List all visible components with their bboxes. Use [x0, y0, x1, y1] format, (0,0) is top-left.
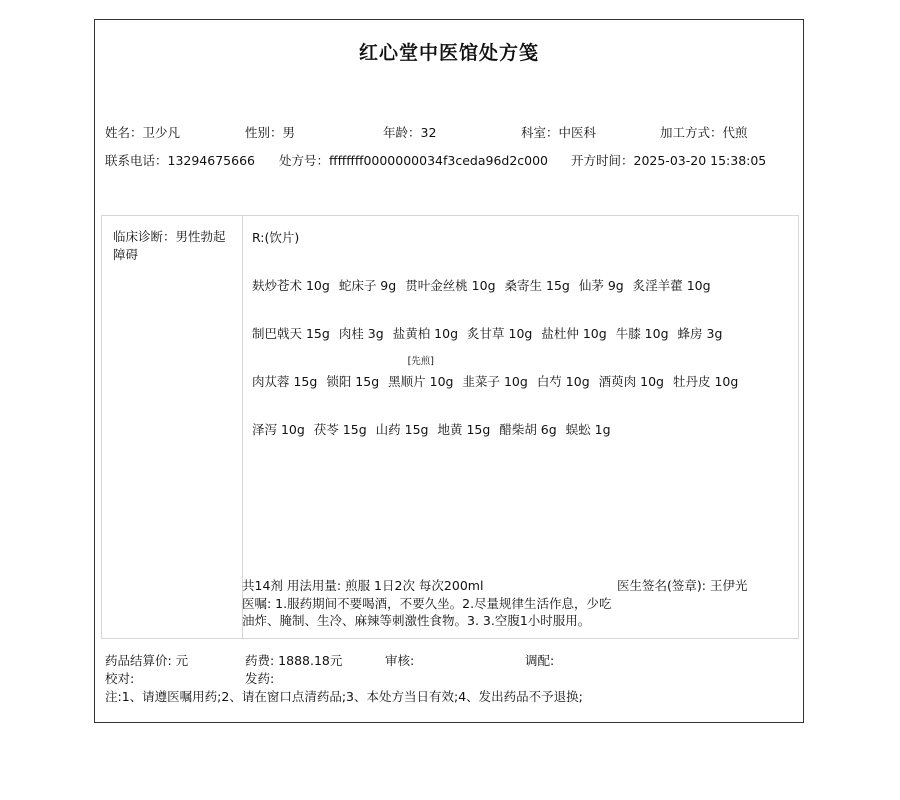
herb-item: 炙淫羊藿 10g [632, 278, 711, 293]
herb-item: 麸炒苍术 10g [252, 278, 330, 293]
herb-item: 地黄 15g [437, 422, 491, 437]
herb-item-label: 黑顺片 10g [388, 374, 454, 389]
contact-phone: 联系电话：13294675666 [105, 153, 255, 168]
issue-field: 发药: [245, 671, 275, 686]
herb-item: 制巴戟天 15g [252, 326, 330, 341]
herb-item: 醋柴胡 6g [499, 422, 557, 437]
patient-name: 姓名：卫少凡 [105, 125, 181, 140]
herb-item: 盐杜仲 10g [541, 326, 607, 341]
prescription-body [101, 215, 799, 639]
herb-row [252, 420, 620, 438]
herb-item: 白芍 10g [536, 374, 590, 389]
herb-item: 蜂房 3g [677, 326, 723, 341]
page-title: 红心堂中医馆处方笺 [358, 42, 539, 64]
prescription-time: 开方时间：2025-03-20 15:38:05 [571, 153, 767, 168]
herb-item: 锁阳 15g [326, 374, 380, 389]
herb-item: 泽泻 10g [252, 422, 305, 437]
rx-label: R:(饮片) [252, 230, 300, 245]
prescription-sheet [94, 19, 804, 723]
herb-row [252, 324, 731, 342]
herb-item: 茯苓 15g [313, 422, 367, 437]
processing-method: 加工方式：代煎 [660, 125, 748, 140]
doctor-signature: 医生签名(签章): 王伊光 [617, 578, 748, 593]
herb-item: 牛膝 10g [615, 326, 669, 341]
herb-item: 山药 15g [375, 422, 429, 437]
herb-item: 韭菜子 10g [462, 374, 528, 389]
herb-row [252, 276, 720, 294]
check-field: 校对: [105, 671, 135, 686]
herb-item: 炙甘草 10g [467, 326, 533, 341]
herb-row [252, 356, 747, 390]
herb-item: 肉桂 3g [338, 326, 384, 341]
department: 科室：中医科 [521, 125, 597, 140]
herb-item: 蜈蚣 1g [565, 422, 611, 437]
herb-item: 肉苁蓉 15g [252, 374, 318, 389]
herb-note-pre-decoct: [先煎] [407, 356, 435, 367]
herb-item: 蛇床子 9g [338, 278, 397, 293]
clinical-diagnosis: 临床诊断：男性勃起障碍 [113, 229, 226, 262]
patient-age: 年龄：32 [383, 125, 437, 140]
herb-item: 桑寄生 15g [504, 278, 570, 293]
drug-fee: 药费: 1888.18元 [245, 653, 343, 668]
column-divider [242, 216, 243, 638]
footer-note: 注:1、请遵医嘱用药;2、请在窗口点清药品;3、本处方当日有效;4、发出药品不予退换; [105, 689, 583, 704]
herb-item: 酒萸肉 10g [598, 374, 664, 389]
medical-advice: 医嘱: 1.服药期间不要喝酒，不要久坐。2.尽量规律生活作息，少吃油炸、腌制、生冷、麻辣等刺激性食物。3. 3.空腹1小时服用。 [242, 596, 612, 628]
patient-gender: 性别：男 [245, 125, 296, 140]
settlement-price: 药品结算价: 元 [105, 653, 189, 668]
herb-item-black-shunpian [388, 356, 454, 390]
herb-item: 盐黄柏 10g [392, 326, 459, 341]
usage-dosage: 共14剂 用法用量: 煎服 1日2次 每次200ml [242, 578, 484, 593]
prescription-number: 处方号：ffffffff0000000034f3ceda96d2c000 [279, 153, 549, 168]
review-field: 审核: [385, 653, 415, 668]
herb-item: 牡丹皮 10g [672, 374, 739, 389]
herb-item: 仙茅 9g [578, 278, 624, 293]
herb-item: 贯叶金丝桃 10g [405, 278, 496, 293]
dispense-field: 调配: [525, 653, 555, 668]
